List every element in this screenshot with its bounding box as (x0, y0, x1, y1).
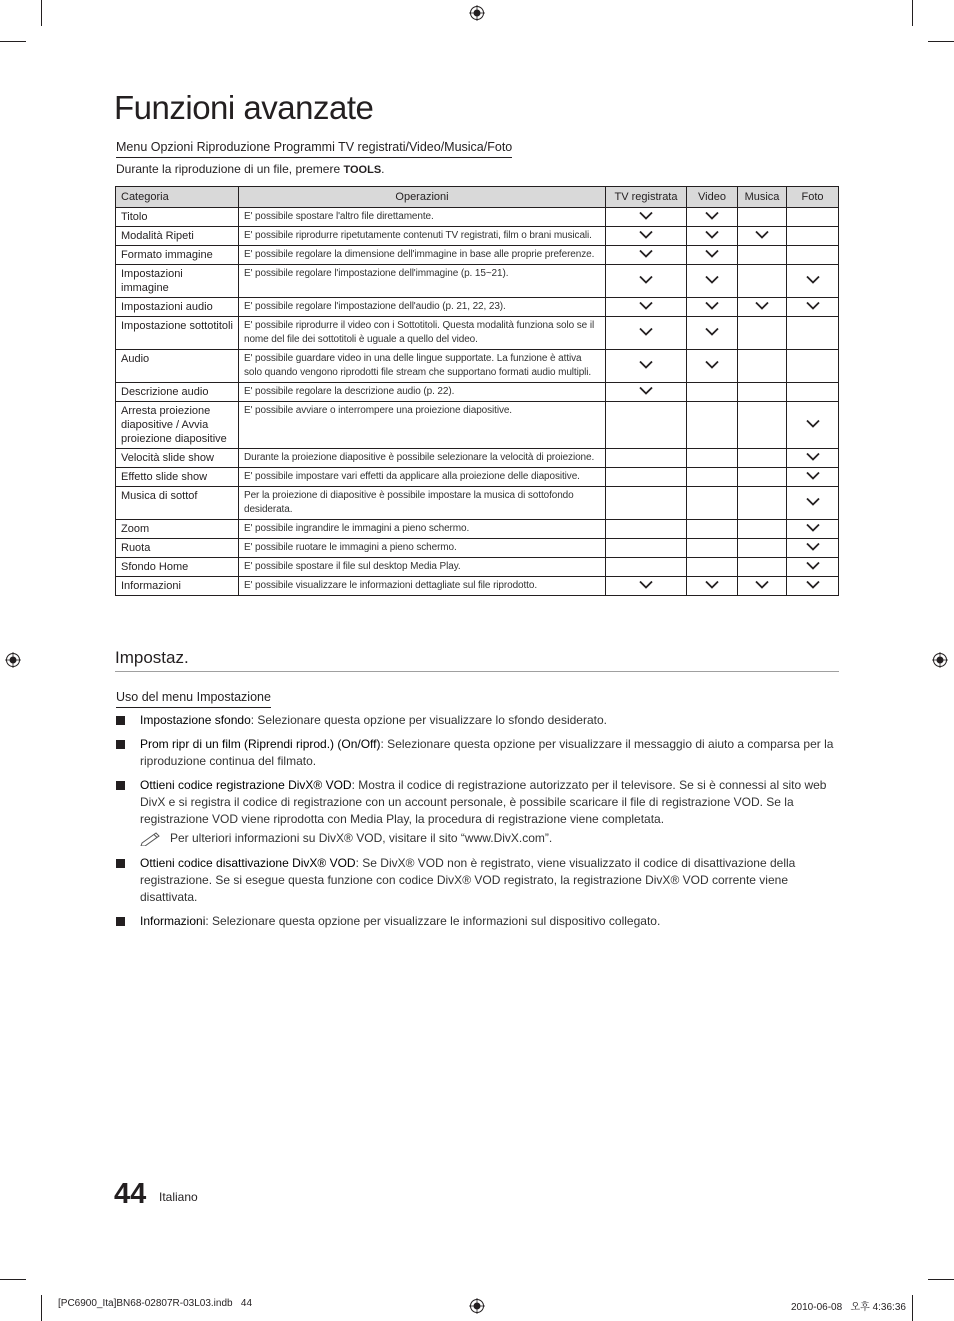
check-chevron-icon (806, 497, 820, 506)
registration-mark-icon (469, 1298, 485, 1314)
row-category: Effetto slide show (116, 468, 239, 487)
cell-photo (787, 350, 839, 383)
check-chevron-icon (639, 230, 653, 239)
check-chevron-icon (639, 386, 653, 395)
row-category: Impostazione sottotitoli (116, 317, 239, 350)
item-text: : Selezionare questa opzione per visualizzare il messaggio di aiuto a comparsa per la riproduzione continua del filmato. (140, 737, 834, 768)
cell-photo (787, 577, 839, 596)
cell-photo (787, 558, 839, 577)
bullet-square-icon (116, 716, 125, 725)
crop-mark (41, 1295, 42, 1321)
check-chevron-icon (806, 542, 820, 551)
registration-mark-icon (5, 652, 21, 668)
cell-music (738, 227, 787, 246)
header-category: Categoria (116, 187, 239, 208)
table-header-row (116, 187, 839, 208)
cell-music (738, 468, 787, 487)
check-chevron-icon (705, 360, 719, 369)
cell-photo (787, 317, 839, 350)
usage-heading: Uso del menu Impostazione (116, 689, 271, 708)
cell-music (738, 208, 787, 227)
check-chevron-icon (806, 301, 820, 310)
item-term: Prom ripr di un film (Riprendi riprod.) (On/Off) (140, 737, 381, 751)
cell-video (687, 227, 738, 246)
row-operation: E' possibile visualizzare le informazioni dettagliate sul file riprodotto. (239, 577, 606, 596)
table-row (116, 539, 839, 558)
cell-video (687, 208, 738, 227)
cell-photo (787, 298, 839, 317)
intro-prefix: Durante la riproduzione di un file, premere (116, 162, 344, 176)
cell-photo (787, 402, 839, 449)
table-row (116, 265, 839, 298)
note-text: Per ulteriori informazioni su DivX® VOD, visitare il sito “www.DivX.com”. (170, 831, 553, 845)
row-category: Sfondo Home (116, 558, 239, 577)
item-text: : Se DivX® VOD non è registrato, viene visualizzato il codice di disattivazione della registrazione. Se si esegue questa funzione con codice DivX® VOD registrato, la registrazione DivX® VOD corrente viene disattivata. (140, 856, 796, 904)
cell-tv (606, 520, 687, 539)
cell-photo (787, 208, 839, 227)
list-item (116, 913, 838, 930)
row-category: Audio (116, 350, 239, 383)
row-category: Modalità Ripeti (116, 227, 239, 246)
check-chevron-icon (705, 230, 719, 239)
cell-music (738, 558, 787, 577)
table-row (116, 227, 839, 246)
row-operation: Per la proiezione di diapositive è possibile impostare la musica di sottofondo desiderata. (239, 487, 606, 520)
cell-video (687, 298, 738, 317)
check-chevron-icon (639, 360, 653, 369)
cell-tv (606, 208, 687, 227)
check-chevron-icon (806, 561, 820, 570)
cell-video (687, 449, 738, 468)
cell-photo (787, 265, 839, 298)
print-footer-date: 2010-06-08 오후 4:36:36 (791, 1302, 906, 1313)
row-category: Impostazioni immagine (116, 265, 239, 298)
item-term: Ottieni codice registrazione DivX® VOD (140, 778, 352, 792)
row-operation: E' possibile riprodurre ripetutamente contenuti TV registrati, film o brani musicali. (239, 227, 606, 246)
cell-music (738, 577, 787, 596)
cell-music (738, 383, 787, 402)
cell-tv (606, 265, 687, 298)
cell-music (738, 246, 787, 265)
list-item (116, 712, 838, 729)
table-row (116, 577, 839, 596)
list-item (116, 736, 838, 770)
check-chevron-icon (806, 419, 820, 428)
cell-music (738, 402, 787, 449)
cell-tv (606, 558, 687, 577)
list-item (116, 777, 838, 828)
cell-video (687, 317, 738, 350)
row-category: Informazioni (116, 577, 239, 596)
cell-photo (787, 227, 839, 246)
crop-mark (0, 41, 26, 42)
cell-video (687, 539, 738, 558)
row-category: Descrizione audio (116, 383, 239, 402)
table-row (116, 383, 839, 402)
row-category: Formato immagine (116, 246, 239, 265)
cell-photo (787, 487, 839, 520)
cell-tv (606, 577, 687, 596)
row-category: Velocità slide show (116, 449, 239, 468)
menu-section-intro (116, 161, 385, 178)
row-category: Titolo (116, 208, 239, 227)
table-row (116, 350, 839, 383)
cell-tv (606, 402, 687, 449)
crop-mark (928, 41, 954, 42)
row-category: Musica di sottof (116, 487, 239, 520)
cell-tv (606, 298, 687, 317)
check-chevron-icon (806, 523, 820, 532)
cell-video (687, 520, 738, 539)
table-row (116, 449, 839, 468)
item-term: Impostazione sfondo (140, 713, 251, 727)
table-row (116, 317, 839, 350)
table-row (116, 298, 839, 317)
crop-mark (912, 1295, 913, 1321)
page-title: Funzioni avanzate (114, 89, 374, 126)
row-operation: E' possibile regolare la descrizione audio (p. 22). (239, 383, 606, 402)
registration-mark-icon (932, 652, 948, 668)
page-number: 44 (114, 1178, 147, 1210)
cell-music (738, 317, 787, 350)
cell-tv (606, 350, 687, 383)
header-video: Video (687, 187, 738, 208)
check-chevron-icon (705, 211, 719, 220)
check-chevron-icon (639, 327, 653, 336)
cell-music (738, 539, 787, 558)
table-row (116, 402, 839, 449)
table-row (116, 487, 839, 520)
cell-photo (787, 539, 839, 558)
row-operation: E' possibile regolare l'impostazione dell'immagine (p. 15~21). (239, 265, 606, 298)
cell-video (687, 558, 738, 577)
cell-music (738, 520, 787, 539)
item-text: : Selezionare questa opzione per visualizzare le informazioni sul dispositivo collegato. (205, 914, 661, 928)
cell-tv (606, 539, 687, 558)
crop-mark (41, 0, 42, 26)
header-operations: Operazioni (239, 187, 606, 208)
cell-photo (787, 449, 839, 468)
table-body (116, 208, 839, 596)
cell-tv (606, 246, 687, 265)
bullet-square-icon (116, 917, 125, 926)
check-chevron-icon (806, 580, 820, 589)
note (116, 830, 838, 847)
cell-tv (606, 487, 687, 520)
row-operation: E' possibile regolare la dimensione dell'immagine in base alle proprie preferenze. (239, 246, 606, 265)
item-text: : Mostra il codice di registrazione autorizzato per il televisore. Se si è connessi al sito web DivX e si registra il codice di registrazione con un account personale, è possibile scaricare il file di registrazione VOD. Se la registrazione VOD viene riprodotta con Media Play, la procedura di registrazione viene completata. (140, 778, 827, 826)
check-chevron-icon (806, 452, 820, 461)
options-table (115, 186, 839, 596)
cell-video (687, 402, 738, 449)
check-chevron-icon (705, 275, 719, 284)
row-operation: E' possibile ruotare le immagini a pieno schermo. (239, 539, 606, 558)
settings-section-title: Impostaz. (115, 648, 189, 667)
page-language: Italiano (159, 1190, 198, 1204)
cell-video (687, 487, 738, 520)
cell-video (687, 383, 738, 402)
cell-photo (787, 468, 839, 487)
check-chevron-icon (806, 471, 820, 480)
cell-music (738, 265, 787, 298)
cell-video (687, 350, 738, 383)
check-chevron-icon (755, 301, 769, 310)
check-chevron-icon (755, 230, 769, 239)
registration-mark-icon (469, 5, 485, 21)
intro-suffix: . (381, 162, 385, 176)
item-text: : Selezionare questa opzione per visualizzare lo sfondo desiderato. (250, 713, 607, 727)
row-operation: E' possibile regolare l'impostazione dell'audio (p. 21, 22, 23). (239, 298, 606, 317)
check-chevron-icon (755, 580, 769, 589)
cell-music (738, 350, 787, 383)
row-category: Impostazioni audio (116, 298, 239, 317)
row-operation: E' possibile spostare l'altro file direttamente. (239, 208, 606, 227)
cell-music (738, 298, 787, 317)
row-operation: E' possibile avviare o interrompere una proiezione diapositive. (239, 402, 606, 449)
bullet-square-icon (116, 859, 125, 868)
row-operation: E' possibile spostare il file sul desktop Media Play. (239, 558, 606, 577)
cell-tv (606, 227, 687, 246)
row-operation: E' possibile guardare video in una delle lingue supportate. La funzione è attiva solo quando vengono riprodotti file stream che supportano formati audio multipli. (239, 350, 606, 383)
row-operation: E' possibile impostare vari effetti da applicare alla proiezione delle diapositive. (239, 468, 606, 487)
bullet-square-icon (116, 740, 125, 749)
item-term: Informazioni (140, 914, 206, 928)
check-chevron-icon (639, 249, 653, 258)
bullet-square-icon (116, 781, 125, 790)
cell-video (687, 468, 738, 487)
cell-photo (787, 520, 839, 539)
table-row (116, 468, 839, 487)
table-row (116, 558, 839, 577)
cell-video (687, 246, 738, 265)
note-pencil-icon (140, 830, 162, 846)
list-item (116, 855, 838, 906)
check-chevron-icon (705, 301, 719, 310)
menu-section-heading: Menu Opzioni Riproduzione Programmi TV registrati/Video/Musica/Foto (116, 139, 512, 158)
header-tv: TV registrata (606, 187, 687, 208)
tools-key-label: TOOLS (343, 164, 382, 176)
header-photo: Foto (787, 187, 839, 208)
row-category: Zoom (116, 520, 239, 539)
row-category: Ruota (116, 539, 239, 558)
table-row (116, 520, 839, 539)
cell-photo (787, 383, 839, 402)
cell-photo (787, 246, 839, 265)
cell-tv (606, 317, 687, 350)
row-operation: E' possibile ingrandire le immagini a pieno schermo. (239, 520, 606, 539)
check-chevron-icon (639, 211, 653, 220)
crop-mark (928, 1279, 954, 1280)
cell-video (687, 265, 738, 298)
settings-list (116, 712, 838, 937)
check-chevron-icon (705, 580, 719, 589)
print-footer-file: [PC6900_Ita]BN68-02807R-03L03.indb 44 (58, 1298, 253, 1309)
row-operation: Durante la proiezione diapositive è possibile selezionare la velocità di proiezione. (239, 449, 606, 468)
table-row (116, 208, 839, 227)
row-operation: E' possibile riprodurre il video con i Sottotitoli. Questa modalità funziona solo se il nome del file dei sottotitoli è uguale a quello del video. (239, 317, 606, 350)
check-chevron-icon (639, 301, 653, 310)
check-chevron-icon (705, 327, 719, 336)
crop-mark (912, 0, 913, 26)
check-chevron-icon (806, 275, 820, 284)
crop-mark (0, 1279, 26, 1280)
check-chevron-icon (705, 249, 719, 258)
check-chevron-icon (639, 275, 653, 284)
cell-tv (606, 468, 687, 487)
cell-video (687, 577, 738, 596)
cell-music (738, 449, 787, 468)
row-category: Arresta proiezione diapositive / Avvia proiezione diapositive (116, 402, 239, 449)
item-term: Ottieni codice disattivazione DivX® VOD (140, 856, 356, 870)
cell-tv (606, 383, 687, 402)
check-chevron-icon (639, 580, 653, 589)
cell-music (738, 487, 787, 520)
table-row (116, 246, 839, 265)
section-divider (115, 671, 839, 672)
cell-tv (606, 449, 687, 468)
header-music: Musica (738, 187, 787, 208)
